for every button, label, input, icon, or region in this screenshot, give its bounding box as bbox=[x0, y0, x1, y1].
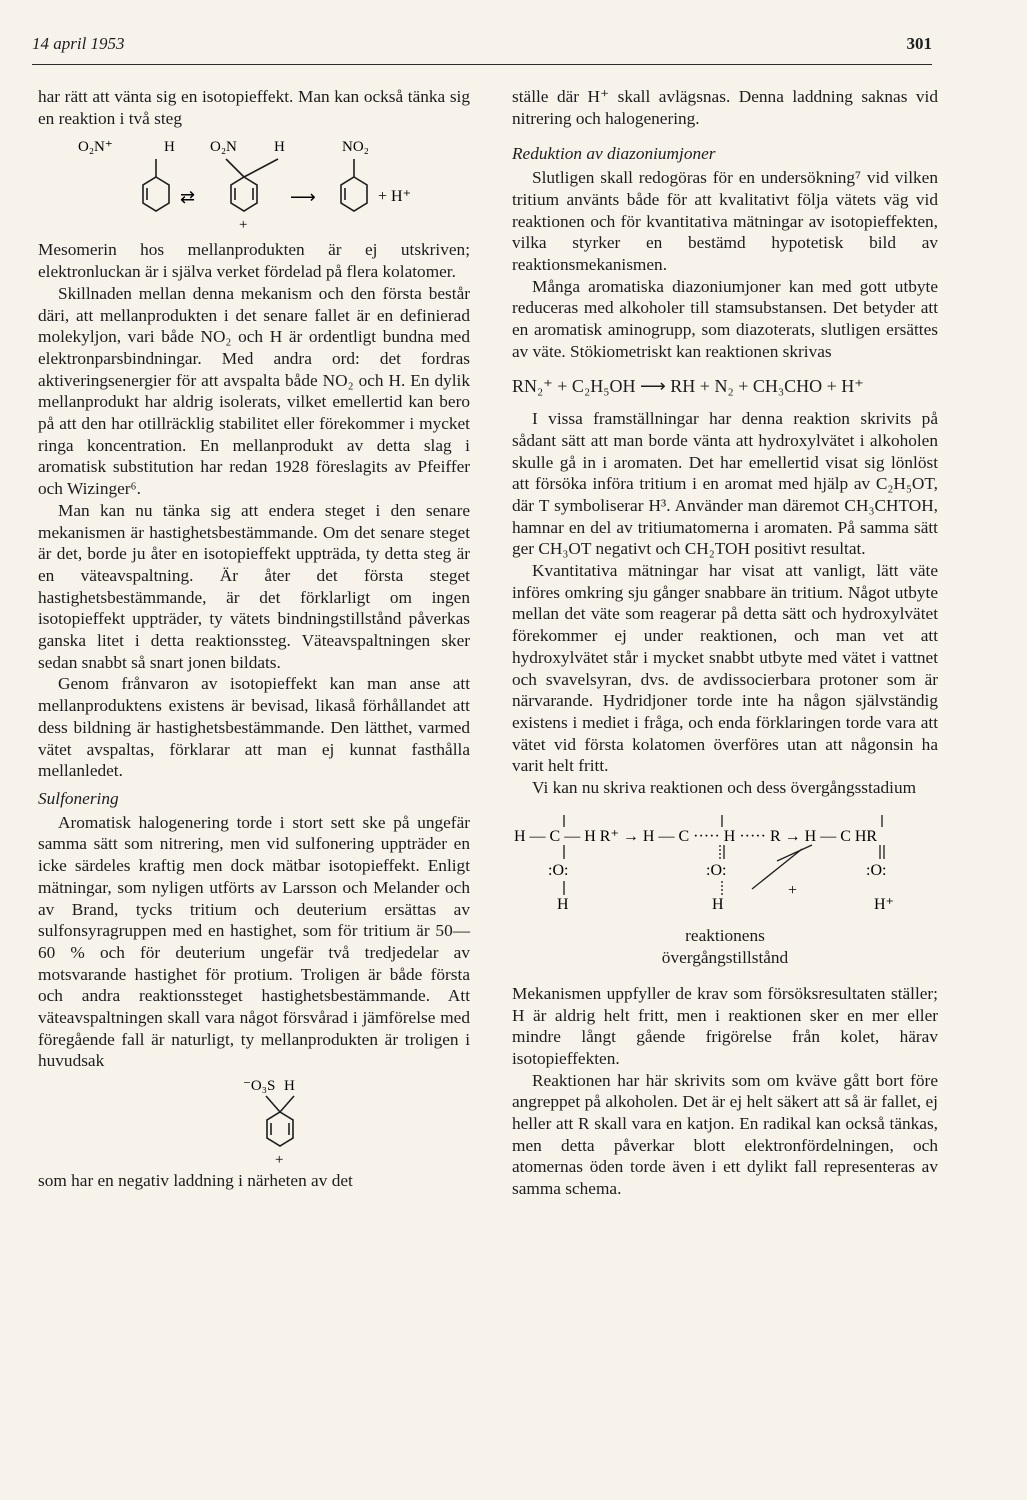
paragraph: Kvantitativa mätningar har visat att vanligt, lätt väte införes omkring sju gånger snabbare än tritium. Något utbyte mellan det väte som reagerar på detta sätt och hydroxylvätet förekommer ej under reaktionen, och man vet att hydroxylvätet står i mycket snabbt utbyte med vätet i vattnet och svavelsyran, dvs. de avdissocierbara protoner som är närvarande. Hydridjoner torde inte ha någon självständig existens i mediet i fråga, och enda förklaringen torde vara att vätet vid första kolatomen överföres utan att någonsin ha varit helt fritt. bbox=[512, 561, 938, 776]
paragraph: Många aromatiska diazoniumjoner kan med gott utbyte reduceras med alkoholer till stamsubstansen. Det betyder att en aromatisk aminogrupp, som diazoterats, slutligen ersättes av väte. Stökiometriskt kan reaktionen skrivas bbox=[512, 276, 938, 361]
scheme-main-row: H — C — H R⁺ → H — C ····· H ····· R → H — C HR bbox=[514, 827, 878, 845]
scheme-proton: H⁺ bbox=[874, 895, 894, 913]
scheme-label: NO₂ bbox=[342, 139, 369, 156]
charge-plus: + bbox=[275, 1152, 284, 1169]
benzene-ring-1 bbox=[143, 159, 169, 211]
scheme-label: H bbox=[164, 139, 175, 156]
scheme-label: + H⁺ bbox=[378, 188, 412, 206]
transition-state-scheme bbox=[512, 805, 938, 925]
issue-date: 14 april 1953 bbox=[32, 34, 125, 53]
scheme-label: ⁻O₃S bbox=[243, 1078, 276, 1095]
nitration-scheme bbox=[38, 129, 470, 239]
scheme-oxygen: :O: bbox=[866, 861, 887, 879]
paragraph: I vissa framställningar har denna reaktion skrivits på sådant sätt att man borde vänta att hydroxylvätet i alkoholen skulle gå in i aromaten. Det har emellertid visat sig lönlöst att försöka införa tritium i en aromat med hjälp av C₂H₅OT, där T symboliserar H³. Använder man däremot CH₃CHTOH, hamnar en del av tritiumatomerna i aromaten. På samma sätt ger CH₃OT negativt och CH₂TOH positivt resultat. bbox=[512, 409, 938, 559]
scheme-label: H bbox=[284, 1078, 295, 1095]
paragraph: Mekanismen uppfyller de krav som försöksresultaten ställer; H är aldrig helt fritt, men i reaktionen sker en mer eller mindre långt gående frigörelse från kolet, härav isotopieffekten. bbox=[512, 983, 938, 1068]
paragraph: ställe där H⁺ skall avlägsnas. Denna laddning saknas vid nitrering och halogenering. bbox=[512, 87, 938, 128]
reaction-arrow: ⟶ bbox=[290, 187, 316, 208]
benzene-ring-2 bbox=[226, 159, 278, 211]
section-heading-reduktion: Reduktion av diazoniumjoner bbox=[512, 144, 716, 164]
caption-line: reaktionens bbox=[685, 925, 765, 945]
paragraph: Reaktionen har här skrivits som om kväve gått bort före angreppet på alkoholen. Det är ej helt säkert att så är fallet, ej heller att R skall vara en katjon. En radikal kan också tänkas, men detta påverkar blott elektronfördelningen, och atomernas öden torde även i ett dylikt fall representeras av samma schema. bbox=[512, 1070, 938, 1199]
scheme-label: O₂N⁺ bbox=[78, 139, 113, 156]
left-column bbox=[38, 86, 470, 1192]
scheme-oxygen: :O: bbox=[548, 861, 569, 879]
page-number: 301 bbox=[906, 34, 932, 53]
section-heading-sulfonering: Sulfonering bbox=[38, 788, 119, 808]
scheme-label: O₂N bbox=[210, 139, 237, 156]
paragraph: Vi kan nu skriva reaktionen och dess övergångsstadium bbox=[532, 778, 917, 798]
paragraph: har rätt att vänta sig en isotopieffekt. Man kan också tänka sig en reaktion i två steg bbox=[38, 87, 470, 128]
paragraph: Genom frånvaron av isotopieffekt kan man anse att mellanproduktens existens är bevisad, likaså förhållandet att dess bildning är hastighetsbestämmande. Den lätthet, varmed vätet avspaltas, förklarar att man ej kunnat fasthålla mellanledet. bbox=[38, 674, 470, 781]
paragraph: som har en negativ laddning i närheten av det bbox=[38, 1171, 353, 1191]
paragraph: Skillnaden mellan denna mekanism och den första består däri, att mellanprodukten i det senare fallet är en definierad molekyljon, vari både NO₂ och H är ordentligt bundna med elektronparsbindningar. Med andra ord: det fordras aktiveringsenergier för att avspalta både NO₂ och H. En dylik mellanprodukt har aldrig isolerats, vilket emellertid kan bero på att den har otillräcklig stabilitet eller förekommer i mycket ringa koncentration. En mellanprodukt av detta slag i aromatisk substitution har redan 1928 föreslagits av Pfeiffer och Wizinger⁶. bbox=[38, 283, 470, 499]
sulfonation-intermediate bbox=[38, 1072, 470, 1170]
reaction-equation: RN₂⁺ + C₂H₅OH ⟶ RH + N₂ + CH₃CHO + H⁺ bbox=[512, 376, 864, 397]
scheme-label: H bbox=[274, 139, 285, 156]
charge-plus: + bbox=[788, 881, 798, 899]
right-column bbox=[512, 86, 938, 1200]
benzene-ring-3 bbox=[341, 159, 367, 211]
paragraph: Man kan nu tänka sig att endera steget i den senare mekanismen är hastighetsbestämmande. Om det senare steget är det, borde ju åter en isotopieffekt uppträda, ty detta steg är en väteavspaltning. Är åter det första steget hastighetsbestämmande, är det förklarligt om ingen isotopieffekt uppträder, ty vätets bindningstillstånd påverkas ganska litet i detta reaktionssteg. Väteavspaltningen sker sedan snabbt så snart jonen bildats. bbox=[38, 500, 470, 672]
paragraph: Slutligen skall redogöras för en undersökning⁷ vid vilken tritium använts både för att kvalitativt följa vätets väg vid reaktionen och för kvantitativa mätningar av isotopieffekten, vilka styrker en bestämd hypotetisk bild av reaktionsmekanismen. bbox=[512, 168, 938, 274]
benzene-ring bbox=[266, 1096, 294, 1146]
figure-caption bbox=[512, 925, 938, 969]
scheme-hydrogen: H bbox=[712, 895, 724, 913]
equilibrium-arrow: ⇄ bbox=[180, 187, 196, 208]
paragraph: Aromatisk halogenering torde i stort sett ske på ungefär samma sätt som nitrering, men vid sulfonering uppträder en icke särdeles kraftig men dock mätbar isotopieffekt. Enligt mätningar, som nyligen utförts av Larsson och Melander och av Brand, tycks tritium och deuterium ersättas av sulfonsyragruppen med en hastighet, som för tritium är 50—60 % och för deuterium ungefär två tredjedelar av motsvarande hastighet för protium. Troligen är både första och andra reaktionssteget hastighetsbestämmande. Att väteavspaltningen skall vara något försvårad i jämförelse med föregående fall är naturligt, ty mellanprodukten är troligen i huvudsak bbox=[38, 812, 470, 1071]
charge-plus: + bbox=[239, 217, 248, 234]
paragraph: Mesomerin hos mellanprodukten är ej utskriven; elektronluckan är i själva verket fördelad på flera kolatomer. bbox=[38, 240, 470, 282]
page-header bbox=[32, 30, 932, 65]
scheme-hydrogen: H bbox=[557, 895, 569, 913]
scheme-oxygen: :O: bbox=[706, 861, 727, 879]
caption-line: övergångstillstånd bbox=[661, 947, 789, 967]
